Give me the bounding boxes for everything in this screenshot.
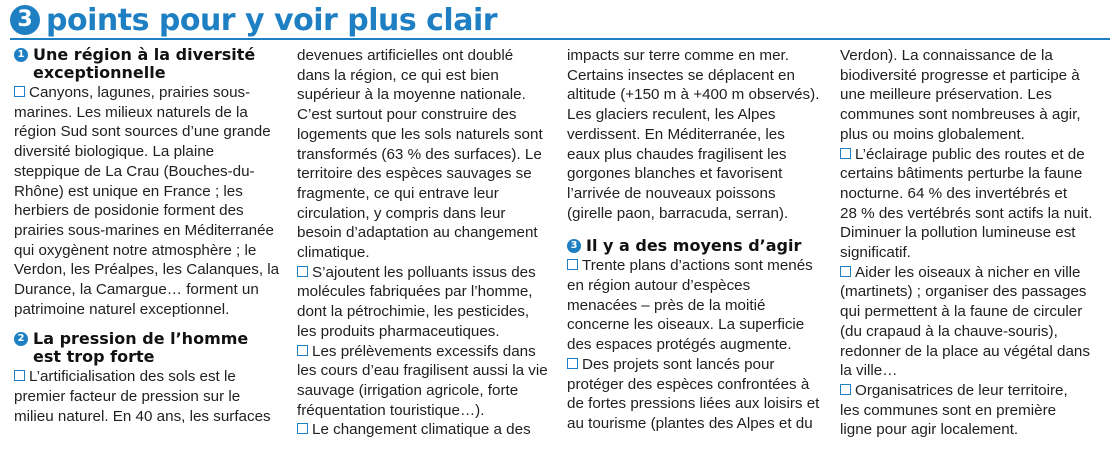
text-line: dans la région, ce qui est bien (297, 66, 499, 84)
text-line: une meilleure préservation. Les (840, 86, 1052, 104)
section-2-heading (14, 330, 272, 366)
square-bullet-icon (840, 148, 851, 159)
text-line: Verdon, les Préalpes, les Calanques, la (14, 261, 280, 279)
article-header (10, 2, 497, 38)
square-bullet-icon (840, 384, 851, 395)
text-line: diversité biologique. La plaine (14, 143, 215, 161)
text-line: premier facteur de pression sur le (14, 388, 241, 406)
text-line: circulation, y compris dans leur (297, 204, 506, 222)
text-line: herbiers de posidonie forment des (14, 202, 244, 220)
section-number-icon: 1 (14, 48, 28, 62)
paragraph (14, 83, 280, 319)
text-line: eaux plus chaudes fragilisent les (567, 145, 787, 163)
text-line: (martinets) ; organiser des passages (840, 283, 1087, 301)
text-line: gorgones blanches et favorisent (567, 165, 783, 183)
section-1-heading (14, 46, 272, 82)
paragraph (840, 263, 1098, 381)
section-number-icon: 3 (567, 239, 581, 253)
square-bullet-icon (567, 358, 578, 369)
text-line: nocturne. 64 % des invertébrés et (840, 184, 1068, 202)
paragraph (14, 367, 272, 426)
text-line: les produits pharmaceutiques. (297, 322, 500, 340)
section-title-line: est trop forte (33, 347, 155, 367)
text-line: sauvage (irrigation agricole, forte (297, 381, 519, 399)
section-number-icon: 2 (14, 332, 28, 346)
header-number-badge: 3 (10, 5, 40, 35)
text-line: certains bâtiments perturbe la faune (840, 165, 1083, 183)
square-bullet-icon (297, 423, 308, 434)
column-3 (567, 46, 825, 434)
text-line: climatique. (297, 244, 370, 262)
text-line: en région autour d’espèces (567, 277, 751, 295)
text-line: C’est surtout pour construire des (297, 106, 517, 124)
section-title-line: Il y a des moyens d’agir (586, 236, 802, 256)
text-line: logements que les sols naturels sont (297, 125, 543, 143)
text-line: région Sud sont sources d’une grande (14, 123, 271, 141)
text-line: molécules fabriquées par l’homme, (297, 283, 533, 301)
text-line: transformés (63 % des surfaces). Le (297, 145, 542, 163)
header-divider (10, 38, 1110, 40)
paragraph (840, 381, 1098, 440)
section-title-line: La pression de l’homme (33, 329, 249, 349)
text-line: milieu naturel. En 40 ans, les surfaces (14, 407, 271, 425)
text-line: dont la pétrochimie, les pesticides, (297, 303, 530, 321)
text-line: marines. Les milieux naturels de la (14, 103, 248, 121)
text-line: la ville… (840, 362, 898, 380)
text-line: Des projets sont lancés pour (567, 355, 825, 375)
text-line: Aider les oiseaux à nicher en ville (840, 263, 1098, 283)
text-line: Canyons, lagunes, prairies sous- (14, 83, 272, 103)
square-bullet-icon (840, 266, 851, 277)
paragraph (567, 256, 825, 355)
text-line: fragmente, ce qui entrave leur (297, 184, 499, 202)
text-line: Trente plans d’actions sont menés (567, 256, 825, 276)
paragraph (297, 46, 555, 263)
text-line: Diminuer la pollution lumineuse est (840, 224, 1076, 242)
square-bullet-icon (297, 345, 308, 356)
square-bullet-icon (297, 266, 308, 277)
page-title: points pour y voir plus clair (46, 2, 498, 38)
text-line: (girelle paon, barracuda, serran). (567, 204, 789, 222)
text-line: steppique de La Crau (Bouches-du- (14, 162, 255, 180)
section-3-heading (567, 237, 825, 255)
text-line: L’artificialisation des sols est le (14, 367, 272, 387)
text-line: besoin d’adaptation au changement (297, 224, 538, 242)
text-line: biodiversité progresse et participe à (840, 66, 1080, 84)
square-bullet-icon (14, 370, 25, 381)
text-line: (du crapaud à la chauve-souris), (840, 322, 1058, 340)
text-line: redonner de la place au végétal dans (840, 342, 1090, 360)
text-line: S’ajoutent les polluants issus des (297, 263, 555, 283)
column-2 (297, 46, 555, 440)
text-line: verdissent. En Méditerranée, les (567, 125, 785, 143)
paragraph (567, 46, 825, 223)
text-line: L’éclairage public des routes et de (840, 145, 1098, 165)
text-line: menacées – près de la moitié (567, 296, 766, 314)
text-line: supérieur à la moyenne nationale. (297, 86, 526, 104)
text-line: l’arrivée de nouveaux poissons (567, 184, 776, 202)
text-line: communes sont nombreuses à agir, (840, 106, 1081, 124)
text-line: les communes sont en première (840, 401, 1057, 419)
text-line: Organisatrices de leur territoire, (840, 381, 1098, 401)
text-line: les cours d’eau fragilisent aussi la vie (297, 362, 548, 380)
text-line: Le changement climatique a des (297, 420, 555, 440)
text-line: Durance, la Camargue… forment un (14, 281, 259, 299)
text-line: fréquentation touristique…). (297, 401, 485, 419)
text-line: de fortes pressions liées aux loisirs et (567, 395, 820, 413)
paragraph (840, 145, 1098, 263)
text-line: au tourisme (plantes des Alpes et du (567, 414, 813, 432)
square-bullet-icon (14, 86, 25, 97)
paragraph (297, 420, 555, 440)
article-body (14, 46, 1106, 456)
paragraph (297, 263, 555, 342)
text-line: altitude (+150 m à +400 m observés). (567, 86, 820, 104)
column-4 (840, 46, 1098, 440)
text-line: Certains insectes se déplacent en (567, 66, 795, 84)
text-line: Rhône) est unique en France ; les (14, 182, 243, 200)
text-line: Les glaciers reculent, les Alpes (567, 106, 776, 124)
paragraph (567, 355, 825, 434)
paragraph (840, 46, 1098, 145)
text-line: prairies sous-marines en Méditerranée (14, 221, 274, 239)
text-line: qui oxygènent notre atmosphère ; le (14, 241, 257, 259)
text-line: protéger des espèces confrontées à (567, 375, 810, 393)
text-line: Les prélèvements excessifs dans (297, 342, 555, 362)
text-line: Verdon). La connaissance de la (840, 47, 1053, 64)
section-title-line: exceptionnelle (33, 63, 166, 82)
text-line: des espaces protégés augmente. (567, 336, 792, 354)
column-1 (14, 45, 280, 427)
text-line: patrimoine naturel exceptionnel. (14, 300, 230, 318)
text-line: impacts sur terre comme en mer. (567, 47, 789, 64)
text-line: territoire des espèces sauvages se (297, 165, 532, 183)
text-line: devenues artificielles ont doublé (297, 47, 514, 64)
text-line: concerne les oiseaux. La superficie (567, 316, 805, 334)
text-line: plus ou moins globalement. (840, 125, 1025, 143)
square-bullet-icon (567, 259, 578, 270)
text-line: ligne pour agir localement. (840, 421, 1019, 439)
paragraph (297, 342, 555, 421)
text-line: 28 % des vertébrés sont actifs la nuit. (840, 204, 1093, 222)
text-line: significatif. (840, 244, 911, 262)
text-line: qui permettent à la faune de circuler (840, 303, 1083, 321)
section-title-line: Une région à la diversité (33, 45, 256, 64)
